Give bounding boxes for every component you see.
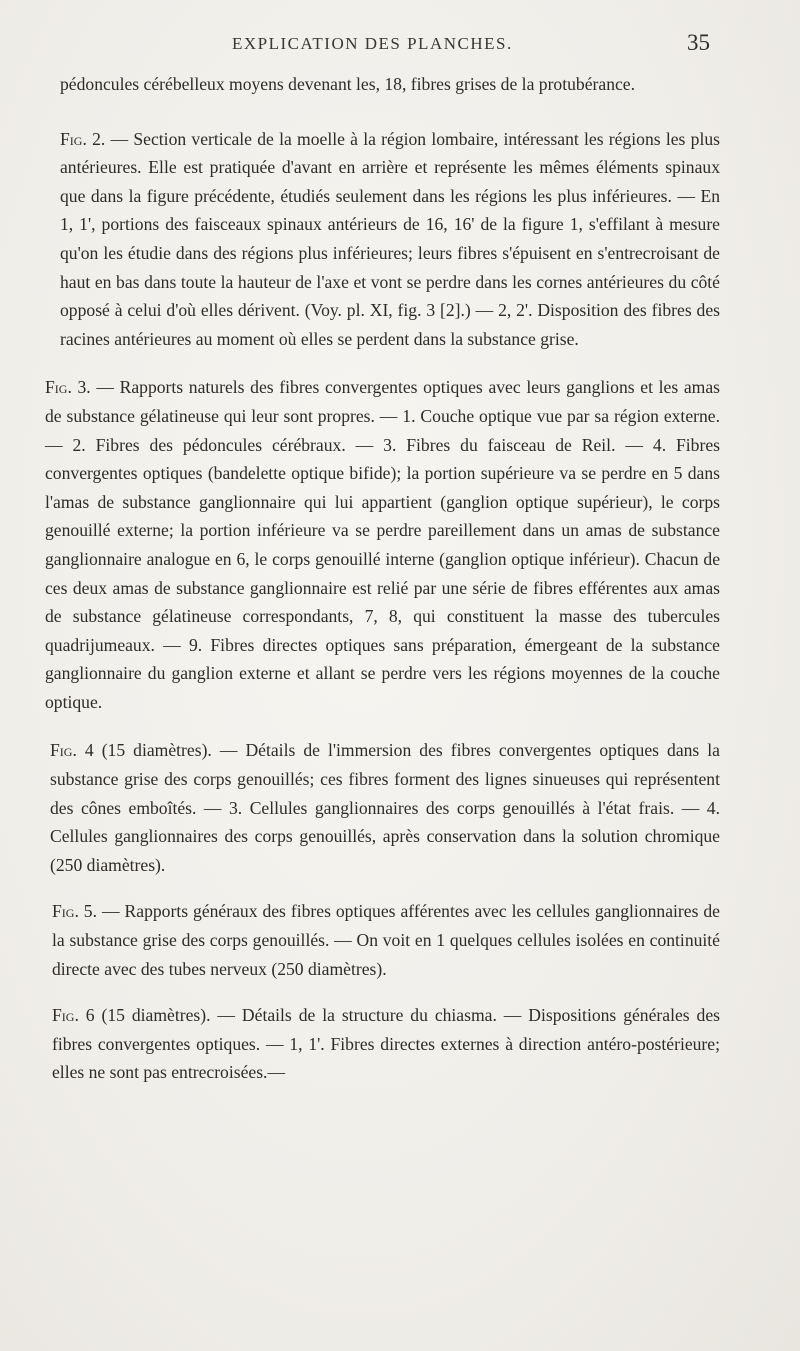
body-text	[45, 70, 720, 1087]
figure-label: Fig. 6	[52, 1005, 95, 1026]
figure-5-caption	[52, 897, 720, 983]
paragraph-continuation	[60, 70, 720, 99]
paragraph-text: pédoncules cérébelleux moyens devenant les, 18, fibres grises de la protubérance.	[60, 74, 636, 94]
page-number: 35	[687, 30, 710, 55]
running-title: EXPLICATION DES PLANCHES.	[232, 34, 513, 53]
paragraph-text: — Rapports généraux des fibres optiques afférentes avec les cellules ganglionnaires de la substance grise des corps genouillés. — On voit en 1 quelques cellules isolées en continuité directe avec des tubes nerveux (250 diamètres).	[52, 901, 720, 979]
page-header	[0, 30, 800, 60]
paragraph-text: — Rapports naturels des fibres convergentes optiques avec leurs ganglions et les amas de substance gélatineuse qui leur sont propres. — 1. Couche optique vue par sa région externe. — 2. Fibres des pédoncules cérébraux. — 3. Fibres du faisceau de Reil. — 4. Fibres convergentes optiques (bandelette optique bifide); la portion supérieure va se perdre en 5 dans l'amas de substance ganglionnaire qui lui appartient (ganglion optique supérieur), le corps genouillé externe; la portion inférieure va se perdre pareillement dans un amas de substance ganglionnaire analogue en 6, le corps genouillé interne (ganglion optique inférieur). Chacun de ces deux amas de substance ganglionnaire est relié par une série de fibres efférentes aux amas de substance gélatineuse correspondants, 7, 8, qui constituent la masse des tubercules quadrijumeaux. — 9. Fibres directes optiques sans préparation, émergeant de la substance ganglionnaire du ganglion externe et allant se perdre vers les régions moyennes de la couche optique.	[45, 377, 720, 712]
figure-4-caption	[50, 736, 720, 879]
figure-label: Fig. 5.	[52, 901, 98, 922]
paragraph-text: (15 diamètres). — Détails de l'immersion des fibres convergentes optiques dans la substance grise des corps genouillés; ces fibres forment des lignes sinueuses qui représentent des cônes emboîtés. — 3. Cellules ganglionnaires des corps genouillés à l'état frais. — 4. Cellules ganglionnaires des corps genouillés, après conservation dans la solution chromique (250 diamètres).	[50, 740, 720, 875]
figure-3-caption	[45, 373, 720, 716]
figure-6-caption	[52, 1001, 720, 1087]
paragraph-text: — Section verticale de la moelle à la région lombaire, intéressant les régions les plus antérieures. Elle est pratiquée d'avant en arrière et représente les mêmes éléments spinaux que dans la figure précédente, étudiés seulement dans les régions les plus inférieures. — En 1, 1', portions des faisceaux spinaux antérieurs de 16, 16' de la figure 1, s'effilant à mesure qu'on les étudie dans des régions plus inférieures; leurs fibres s'épuisent en s'entrecroisant de haut en bas dans toute la hauteur de l'axe et vont se perdre dans les cornes antérieures du côté opposé à celui d'où elles dérivent. (Voy. pl. XI, fig. 3 [2].) — 2, 2'. Disposition des fibres des racines antérieures au moment où elles se perdent dans la substance grise.	[60, 128, 720, 349]
paragraph-text: (15 diamètres). — Détails de la structure du chiasma. — Dispositions générales des fibres convergentes optiques. — 1, 1'. Fibres directes externes à direction antéro-postérieure; elles ne sont pas entrecroisées.—	[52, 1005, 720, 1083]
figure-2-caption	[60, 125, 720, 354]
figure-label: Fig. 3.	[45, 377, 91, 398]
figure-label: Fig. 2.	[60, 128, 106, 149]
figure-label: Fig. 4	[50, 740, 94, 761]
